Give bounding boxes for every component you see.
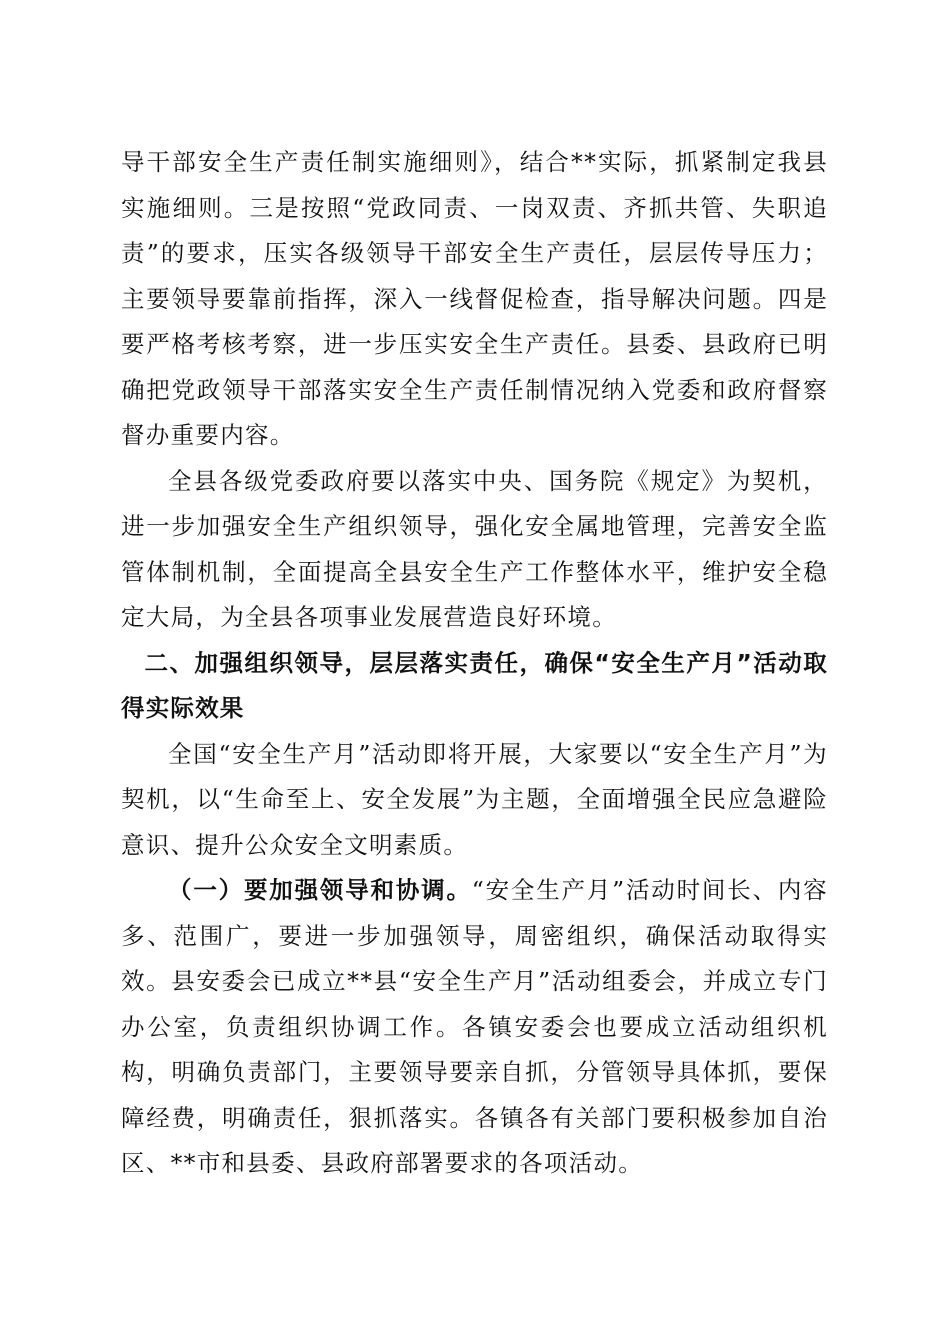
paragraph-leadership	[121, 868, 828, 1187]
subsection-label: （一）要加强领导和协调。	[168, 876, 472, 904]
paragraph-continuation: 导干部安全生产责任制实施细则》，结合**实际，抓紧制定我县实施细则。三是按照“党政同责、一岗双责、齐抓共管、失职追责”的要求，压实各级领导干部安全生产责任，层层传导压力；主要领导要靠前指挥，深入一线督促检查，指导解决问题。四是要严格考核考察，进一步压实安全生产责任。县委、县政府已明确把党政领导干部落实安全生产责任制情况纳入党委和政府督察督办重要内容。	[121, 148, 828, 449]
paragraph-safety-month: 全国“安全生产月”活动即将开展，大家要以“安全生产月”为契机，以“生命至上、安全发展”为主题，全面增强全民应急避险意识、提升公众安全文明素质。	[121, 739, 828, 859]
document-body	[121, 140, 828, 1187]
section-heading-2: 二、加强组织领导，层层落实责任，确保“安全生产月”活动取得实际效果	[121, 648, 828, 722]
subsection-body: “安全生产月”活动时间长、内容多、范围广，要进一步加强领导，周密组织，确保活动取得实效。县安委会已成立**县“安全生产月”活动组委会，并成立专门办公室，负责组织协调工作。各镇安委会也要成立活动组织机构，明确负责部门，主要领导要亲自抓，分管领导具体抓，要保障经费，明确责任，狠抓落实。各镇各有关部门要积极参加自治区、**市和县委、县政府部署要求的各项活动。	[121, 876, 828, 1177]
paragraph-party-committee: 全县各级党委政府要以落实中央、国务院《规定》为契机，进一步加强安全生产组织领导，强化安全属地管理，完善安全监管体制机制，全面提高全县安全生产工作整体水平，维护安全稳定大局，为全县各项事业发展营造良好环境。	[121, 466, 828, 631]
